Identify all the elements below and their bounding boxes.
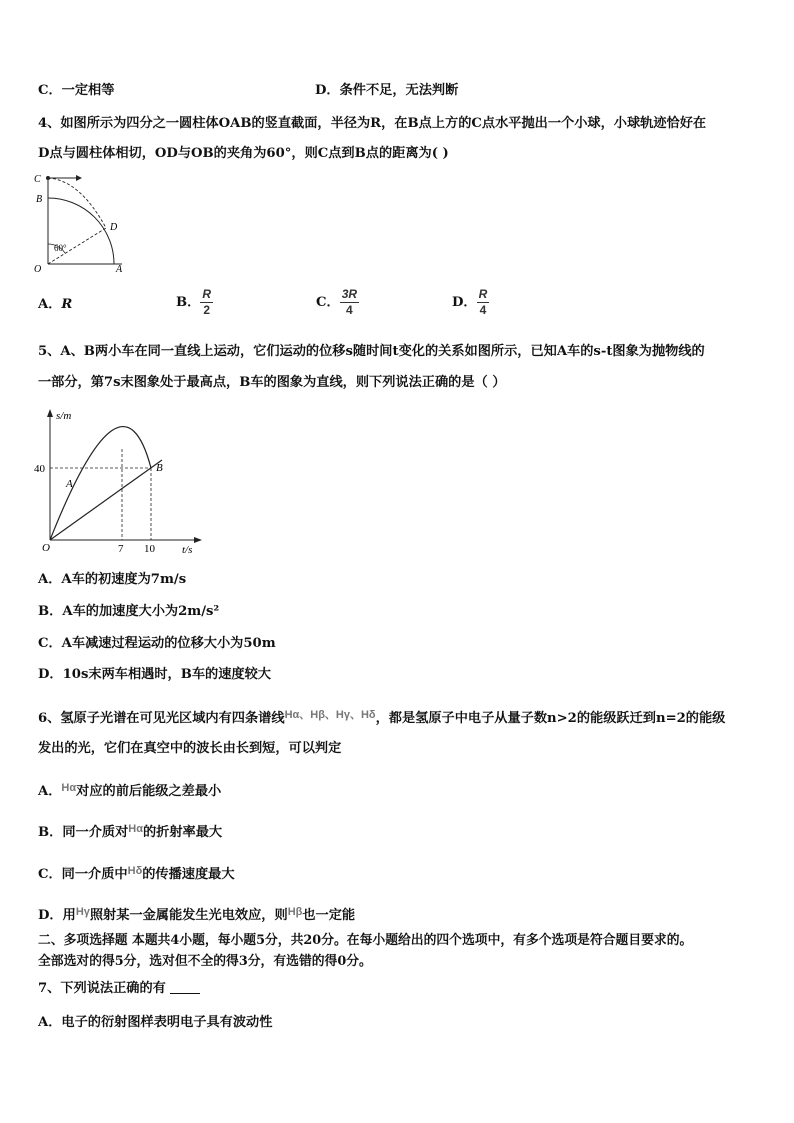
q6-option-d-mid: 照射某一金属能发生光电效应，则 [89, 908, 288, 923]
q6-option-d-pre: D．用 [38, 908, 76, 923]
q4-option-a-label: A． [38, 297, 62, 312]
q3-option-d: D．条件不足，无法判断 [315, 83, 459, 98]
q5-option-b: B．A车的加速度大小为2m/s² [38, 604, 220, 619]
q4-option-d [452, 287, 489, 318]
q7-stem-text: 7、下列说法正确的有 [38, 981, 166, 996]
q4-fig-label-o: O [34, 264, 42, 275]
q5-chart-tick-7: 7 [118, 543, 124, 555]
q4-option-c-fraction [340, 287, 359, 318]
q6-option-c [38, 862, 235, 884]
q7-answer-blank [170, 981, 200, 994]
q4-stem-line2: D点与圆柱体相切，OD与OB的夹角为60°，则C点到B点的距离为( ) [38, 146, 449, 161]
q4-option-d-numerator: R [478, 287, 488, 301]
q4-stem-line1: 4、如图所示为四分之一圆柱体OAB的竖直截面，半径为R，在B点上方的C点水平抛出一个小球，小球轨迹恰好在 [38, 116, 707, 131]
q4-option-c [316, 287, 359, 318]
q4-option-c-denominator: 4 [346, 303, 353, 317]
q6-spectral-lines: Hα、Hβ、Hγ、Hδ [284, 709, 376, 721]
q6-option-d-post: 也一定能 [302, 908, 356, 923]
q6-stem-post: ，都是氢原子中电子从量子数n>2的能级跃迁到n=2的能级 [375, 711, 726, 726]
q6-option-b [38, 820, 222, 842]
q4-fig-label-d: D [110, 222, 118, 233]
q4-option-b-denominator: 2 [203, 303, 211, 317]
q4-option-b-numerator: R [202, 287, 212, 301]
q5-chart [30, 405, 210, 555]
q6-option-b-pre: B．同一介质对 [38, 825, 129, 840]
section2-header-line1: 二、多项选择题 本题共4小题，每小题5分，共20分。在每小题给出的四个选项中，有多个选项是符合题目要求的。 [38, 933, 693, 948]
q4-fig-label-c: C [34, 174, 41, 185]
q5-chart-tick-40: 40 [34, 463, 45, 475]
q5-chart-label-b: B [156, 462, 163, 474]
q5-chart-ylabel: s/m [56, 410, 72, 422]
q4-option-a [38, 296, 72, 314]
q6-stem-line2: 发出的光，它们在真空中的波长由长到短，可以判定 [38, 741, 342, 756]
q4-option-b-fraction [200, 287, 213, 318]
q6-option-b-spec: Hα [128, 823, 143, 835]
q4-option-c-label: C． [316, 295, 340, 310]
q4-option-d-label: D． [452, 295, 477, 310]
q6-stem-pre: 6、氢原子光谱在可见光区域内有四条谱线 [38, 711, 285, 726]
q6-option-a-pre: A． [38, 784, 62, 799]
q5-chart-tick-10: 10 [144, 543, 155, 555]
q6-option-b-post: 的折射率最大 [143, 825, 223, 840]
q6-option-a-spec: Hα [61, 782, 77, 794]
q6-option-d [38, 903, 355, 925]
q5-option-d: D．10s末两车相遇时，B车的速度较大 [38, 667, 271, 682]
q6-option-c-pre: C．同一介质中 [38, 867, 128, 882]
q6-option-a [38, 779, 221, 801]
q5-stem-line2: 一部分，第7s末图象处于最高点，B车的图象为直线，则下列说法正确的是（ ） [38, 375, 506, 390]
q5-chart-origin: O [42, 542, 50, 554]
section2-header-line2: 全部选对的得5分，选对但不全的得3分，有选错的得0分。 [38, 954, 372, 969]
q4-fig-label-angle: 60° [54, 243, 67, 253]
q5-option-c: C．A车减速过程运动的位移大小为50m [38, 636, 276, 651]
q3-option-c: C．一定相等 [38, 83, 115, 98]
q7-option-a: A．电子的衍射图样表明电子具有波动性 [38, 1015, 273, 1030]
q4-fig-label-a: A [116, 264, 123, 275]
q5-chart-label-a: A [66, 478, 73, 490]
q6-option-c-post: 的传播速度最大 [142, 867, 235, 882]
q6-option-d-spec2: Hβ [287, 906, 303, 918]
q7-stem [38, 980, 200, 998]
q5-chart-xlabel: t/s [182, 544, 193, 555]
q4-figure [30, 168, 140, 276]
q6-option-a-post: 对应的前后能级之差最小 [76, 784, 222, 799]
q6-option-c-spec: Hδ [127, 865, 143, 877]
q4-option-b-label: B． [176, 295, 201, 310]
q5-option-a: A．A车的初速度为7m/s [38, 572, 187, 587]
q6-stem-line1 [38, 706, 725, 728]
q4-option-b [176, 287, 213, 318]
q4-fig-label-b: B [36, 194, 43, 205]
q6-option-d-spec1: Hγ [75, 906, 90, 918]
q4-option-d-fraction [477, 287, 490, 318]
q4-option-a-value: R [61, 297, 73, 312]
q4-option-c-numerator: 3R [341, 287, 358, 301]
q5-stem-line1: 5、A、B两小车在同一直线上运动，它们运动的位移s随时间t变化的关系如图所示，已知A车的s-t图象为抛物线的 [38, 344, 705, 359]
q4-option-d-denominator: 4 [479, 303, 487, 317]
